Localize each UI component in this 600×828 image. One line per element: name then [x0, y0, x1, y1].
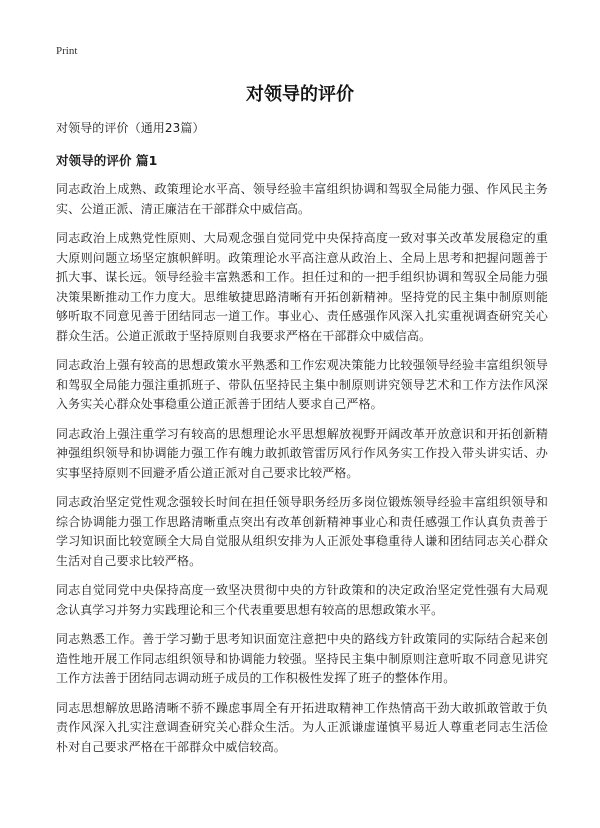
paragraph: 同志熟悉工作。善于学习勤于思考知识面宽注意把中央的路线方针政策同的实际结合起来创造性地开展工作同志组织领导和协调能力较强。坚持民主集中制原则注意听取不同意见讲究工作方法善于团结同志调动班子成员的工作积极性发挥了班子的整体作用。 [56, 632, 548, 685]
paragraph: 同志政治坚定党性观念强较长时间在担任领导职务经历多岗位锻炼领导经验丰富组织领导和综合协调能力强工作思路清晰重点突出有改革创新精神事业心和责任感强工作认真负责善于学习知识面比较宽顾全大局自觉服从组织安排为人正派处事稳重待人谦和团结同志关心群众生活对自己要求比较严格。 [56, 495, 548, 568]
document-body [56, 119, 548, 767]
paragraph: 同志政治上强有较高的思想政策水平熟悉和工作宏观决策能力比较强领导经验丰富组织领导和驾驭全局能力强注重抓班子、带队伍坚持民主集中制原则讲究领导艺术和工作方法作风深入务实关心群众处事稳重公道正派善于团结人要求自己严格。 [56, 358, 548, 411]
page-title: 对领导的评价 [246, 84, 354, 105]
paragraph: 同志政治上成熟、政策理论水平高、领导经验丰富组织协调和驾驭全局能力强、作风民主务实、公道正派、清正廉洁在干部群众中威信高。 [56, 182, 548, 216]
paragraph: 同志自觉同党中央保持高度一致坚决贯彻中央的方针政策和的决定政治坚定党性强有大局观念认真学习并努力实践理论和三个代表重要思想有较高的思想政策水平。 [56, 583, 548, 617]
paragraph: 同志政治上成熟党性原则、大局观念强自觉同党中央保持高度一致对事关改革发展稳定的重大原则问题立场坚定旗帜鲜明。政策理论水平高注意从政治上、全局上思考和把握问题善于抓大事、谋长远。领导经验丰富熟悉和工作。担任过和的一把手组织协调和驾驭全局能力强决策果断推动工作力度大。思维敏捷思路清晰有开拓创新精神。坚持党的民主集中制原则能够听取不同意见善于团结同志一道工作。事业心、责任感强作风深入扎实重视调查研究关心群众生活。公道正派敢于坚持原则自我要求严格在干部群众中威信高。 [56, 231, 548, 343]
document-subtitle: 对领导的评价（通用23篇） [56, 121, 205, 135]
paragraph-list [56, 180, 548, 757]
paragraph: 同志思想解放思路清晰不骄不躁虑事周全有开拓进取精神工作热情高干劲大敢抓敢管敢于负责作风深入扎实注意调查研究关心群众生活。为人正派谦虚谨慎平易近人尊重老同志生活俭朴对自己要求严格在干部群众中威信较高。 [56, 700, 548, 754]
section-heading: 对领导的评价 篇1 [56, 152, 158, 168]
print-link[interactable]: Print [56, 45, 78, 57]
paragraph: 同志政治上强注重学习有较高的思想理论水平思想解放视野开阔改革开放意识和开拓创新精神强组织领导和协调能力强工作有魄力敢抓敢管雷厉风行作风务实工作投入带头讲实话、办实事坚持原则不回避矛盾公道正派对自己要求比较严格。 [56, 426, 548, 480]
